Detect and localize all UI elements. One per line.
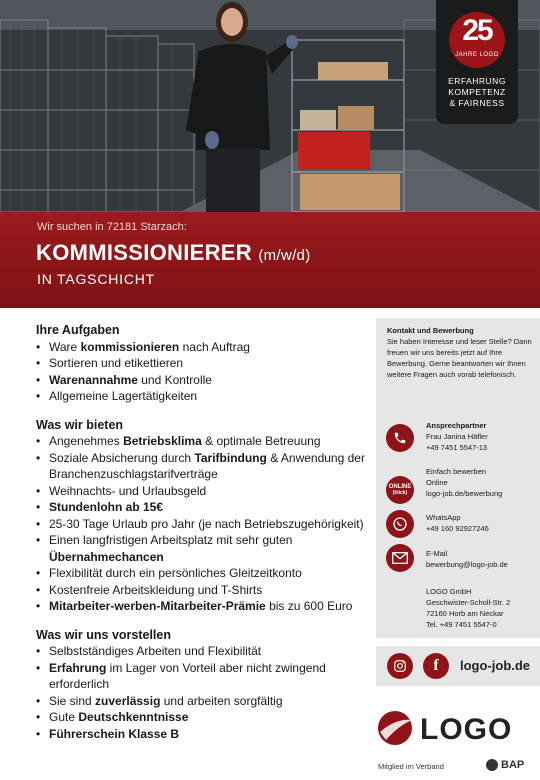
list-item-bold: zuverlässig	[95, 693, 161, 708]
list-item-bold: Betriebsklima	[123, 434, 202, 448]
list-item-pre: Flexibilität durch ein persönliches Gleitzeitkonto	[49, 566, 302, 580]
list-item	[36, 372, 366, 389]
list-item	[36, 433, 366, 450]
job-title-text: KOMMISSIONIERER	[36, 240, 252, 265]
list-item	[36, 532, 366, 565]
badge-word: ERFAHRUNG	[448, 76, 506, 86]
job-banner	[0, 212, 540, 308]
logo-graphic	[376, 706, 540, 750]
contact-panel	[376, 318, 540, 638]
phone-contact	[426, 420, 538, 453]
phone-icon[interactable]	[386, 424, 414, 452]
list-item-pre: Weihnachts- und Urlaubsgeld	[49, 483, 207, 498]
list-item	[36, 499, 366, 516]
list-item-bold: kommissionieren	[80, 339, 180, 354]
whatsapp-number[interactable]: +49 160 92927246	[426, 524, 489, 533]
logo-text: LOGO	[420, 713, 513, 746]
online-contact	[426, 466, 538, 499]
online-icon-sub: (klick)	[392, 490, 408, 496]
whatsapp-label: WhatsApp	[426, 513, 461, 522]
whatsapp-contact	[426, 512, 538, 534]
job-details	[36, 322, 366, 754]
whatsapp-icon[interactable]	[386, 510, 414, 538]
list-item-pre: Allgemeine Lagertätigkeiten	[49, 389, 198, 403]
section-heading: Ihre Aufgaben	[36, 323, 120, 337]
badge-subtitle: JAHRE LOGO	[455, 52, 499, 58]
list-item-pre: Kostenfreie Arbeitskleidung und T-Shirts	[49, 582, 263, 597]
bap-logo	[486, 759, 524, 771]
company-name: LOGO GmbH	[426, 587, 472, 596]
badge-word: KOMPETENZ	[448, 87, 506, 97]
mail-address[interactable]: bewerbung@logo-job.de	[426, 560, 508, 569]
list-item-bold: Tarifbindung	[194, 450, 267, 465]
list-item-bold: Führerschein Klasse B	[49, 726, 180, 741]
list-item-pre: 25-30 Tage Urlaub pro Jahr (je nach Betriebszugehörigkeit)	[49, 516, 364, 531]
phone-label: Ansprechpartner	[426, 421, 487, 430]
bap-text: BAP	[501, 759, 525, 771]
mail-icon[interactable]	[386, 544, 414, 572]
list-item-post: & Anwendung der Branchenzuschlagstarifverträge	[49, 450, 365, 481]
list-item-pre: Selbstständiges Arbeiten und Flexibilität	[49, 644, 262, 658]
mail-label: E-Mail	[426, 549, 448, 558]
anniversary-badge	[436, 0, 518, 124]
list-item-post: und arbeiten sorgfältig	[160, 693, 283, 708]
instagram-icon[interactable]	[387, 653, 413, 679]
section-list	[36, 643, 366, 742]
list-item-bold: Stundenlohn ab 15€	[49, 500, 164, 514]
badge-word: & FAIRNESS	[449, 98, 505, 108]
online-icon-text: ONLINE	[388, 484, 412, 490]
list-item	[36, 450, 366, 483]
badge-words	[440, 76, 514, 109]
bap-icon	[486, 759, 498, 771]
list-item-bold: Mitarbeiter-werben-Mitarbeiter-Prämie	[49, 599, 266, 613]
list-item-pre: Ware	[49, 339, 81, 354]
section-heading: Was wir bieten	[36, 417, 124, 432]
list-item	[36, 693, 366, 710]
contact-text: Sie haben Interesse und leser Stelle? Dann freuen wir uns bereits jetzt auf Ihre Bewerbung. Gerne beantworten wir Ihnen weitere Fragen auch vorab telefonisch.	[387, 337, 532, 379]
list-item-pre: Angenehmes	[49, 434, 124, 448]
badge-number: 25	[462, 14, 492, 47]
list-item-pre: Einen langfristigen Arbeitsplatz mit sehr guten	[49, 533, 293, 547]
online-sub: Online	[426, 478, 448, 487]
list-item	[36, 726, 366, 743]
list-item-pre: Sie sind	[49, 693, 96, 708]
list-item	[36, 339, 366, 356]
list-item-post: & optimale Betreuung	[201, 434, 321, 448]
online-label: Einfach bewerben	[426, 467, 487, 476]
company-city: 72160 Horb am Neckar	[426, 609, 504, 618]
company-address	[426, 586, 538, 630]
member-note: Mitglied im Verband	[378, 762, 444, 771]
phone-number[interactable]: +49 7451 5547-13	[426, 443, 488, 452]
list-item-bold: Warenannahme	[49, 372, 138, 387]
list-item-pre: Sortieren und etikettieren	[49, 356, 184, 370]
contact-heading: Kontakt und Bewerbung	[387, 326, 474, 335]
list-item	[36, 483, 366, 500]
list-item	[36, 516, 366, 533]
list-item	[36, 565, 366, 582]
company-logo	[376, 706, 540, 750]
list-item	[36, 598, 366, 615]
company-street: Geschwister-Scholl-Str. 2	[426, 598, 511, 607]
list-item-bold: Erfahrung	[49, 660, 107, 675]
list-item-post: nach Auftrag	[179, 339, 250, 354]
contact-person: Frau Janina Häfler	[426, 432, 488, 441]
list-item-post: und Kontrolle	[137, 372, 212, 387]
list-item	[36, 643, 366, 660]
list-item-post: bis zu 600 Euro	[265, 599, 353, 613]
online-apply-icon[interactable]	[386, 476, 414, 504]
facebook-icon[interactable]: f	[423, 653, 449, 679]
online-url[interactable]: logo-job.de/bewerbung	[426, 489, 503, 498]
section-list	[36, 433, 366, 615]
website-link[interactable]: logo-job.de	[460, 658, 531, 673]
list-item	[36, 355, 366, 372]
social-bar	[376, 646, 540, 686]
gender-note: (m/w/d)	[258, 247, 311, 264]
list-item-post: im Lager von Vorteil aber nicht zwingend erforderlich	[49, 660, 326, 691]
list-item	[36, 660, 366, 693]
search-location: Wir suchen in 72181 Starzach:	[37, 221, 187, 233]
hero-photo	[0, 0, 540, 212]
section-heading: Was wir uns vorstellen	[36, 627, 171, 642]
job-title	[36, 240, 311, 266]
list-item-bold: Deutschkenntnisse	[78, 710, 189, 724]
list-item	[36, 709, 366, 726]
mail-contact	[426, 548, 538, 570]
shift-label: IN TAGSCHICHT	[37, 271, 155, 287]
list-item-pre: Soziale Absicherung durch	[49, 450, 195, 465]
list-item	[36, 582, 366, 599]
list-item-pre: Gute	[49, 710, 79, 724]
company-tel: Tel. +49 7451 5547-0	[426, 620, 497, 629]
section-list	[36, 339, 366, 405]
list-item-bold: Übernahmechancen	[49, 549, 164, 564]
list-item	[36, 388, 366, 405]
